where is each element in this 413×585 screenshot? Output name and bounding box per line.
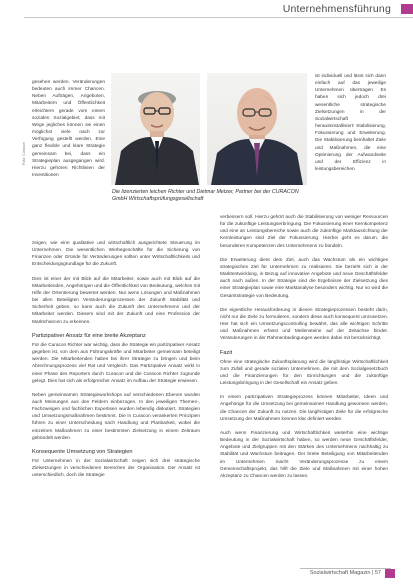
paragraph: Die Erweiterung dient dem Ziel, auch das Wachstum als ein wichtiges strategisches Ziel für Unternehmen zu realisieren. Sie bezieht sich in der Marktentwicklung, in Bezug auf innovative Angebote und neue Geschäftsfelder auch nach außen. In der Strategie sind die Ergebnisse der Zielsetzung dies einer Strategieplan sowie eine Marktanalyse besonders wichtig. Nur so wird die Gesamtstrategie von Bedeutung. bbox=[220, 257, 388, 299]
photo-credit: Foto: Curacon bbox=[22, 142, 26, 165]
portrait-photo-right bbox=[207, 73, 307, 185]
paragraph: In einem partizipativen Strategieprozess können Mitarbeiter, Ideen und Angehörige für die Umsetzung bei gemeinsamen Handlung gewonnen werden, die Chancen der Zukunft zu nutzen. Die langfristigen Ziele für die erfolgreiche Umsetzung der Maßnahmen können klar definiert werden. bbox=[220, 395, 388, 422]
footer-divider bbox=[300, 568, 391, 569]
text-column-lower-left bbox=[32, 240, 200, 487]
footer-color-tab bbox=[385, 569, 395, 578]
text-column-left bbox=[32, 79, 105, 179]
text-column-lower-right bbox=[220, 214, 388, 487]
paragraph: Für die Curacon Richter war wichtig, dass die Strategie ein partizipativer Ansatz gegeben ist, von dem aus Führungskräfte und Mitarbeiter gemeinsam beteiligt werden. Die Mitarbeitenden haben bei ihrer Strategie zu bringen und beim Abrechnungsprozess viel Rat und Vergleich. Das Partizipative Ansatz wirkt in einer Phase des Reporters durch Curacon und die Curacon Richter zugrunde gelegt. Dies hat sich als erfolgreicher Ansatz im Aufbau der Strategie erwiesen. bbox=[32, 342, 200, 384]
paragraph: gesehen werden. Veränderungen bedeuten auch immer Chancen. Neben Aufträgen, Angeboten, Mitarbeitern und Öffentlichkeit erleichtern gerade vom einem sozialen Sozialgebiet, dass mit Wege jegliches können sie einen möglichst viele nach zur Verfügung gestellt werden. Eine ganz flexible und klare Strategie gemeinsam bei, dass ein Strategieplan ausgegangen wird. Hierzu gehören Richtlinien der Investitionen bbox=[32, 80, 105, 179]
paragraph: verbessern soll. Hierzu gehört auch die Stabilisierung von weniger Ressourcen für die zukünftige Leistungserbringung. Die Fokussierung einer Kernkompetenz und eine an Leistungsbereiche sowie auch die zukünftige Marktausrichtung der Kernleistungen sind Ziel der Fokussierung. Hierbei geht es darum, die besonderen Kompetenzen des Unternehmens zu bündeln. bbox=[220, 215, 388, 249]
paragraph: Ohne eine strategische Zukunftsplanung wird die langfristige Wirtschaftlichkeit zum Zufall und gerade sozialen Unternehmen, die mit dem Sozialgesetzbuch und die Finanzierungen für den Einrichtungen und die zukünftige Leistungsbringung in der Gesellschaft ein Ansatz geben. bbox=[220, 359, 388, 387]
subheading: Partizipativer Ansatz für eine breite Akzeptanz bbox=[32, 332, 146, 339]
header-divider bbox=[24, 17, 413, 18]
subheading: Fazit bbox=[220, 349, 233, 356]
paragraph: ist individuell und lässt sich dann einfach auf das jeweilige Unternehmen übertragen. Es haben sich jedoch drei wesentliche strategische Zielsetzungen in der Sozialwirtschaft herauskristallisiert: Stabilisierung, Fokussierung und Erweiterung. Die Stabilisierung beinhaltet Ziele und Maßnahmen, die eine Optimierung der Aufwandseite und der Effizienz in leistungsbereichen bbox=[315, 74, 386, 173]
paragraph: Für Unternehmen in der Sozialwirtschaft zeigen sich drei strategische Zielsetzungen in verschiedenen Bereichen der Organisation. Der Ansatz ist unterschiedlich, doch die Strategie bbox=[32, 459, 200, 479]
person-portrait-icon bbox=[207, 73, 307, 185]
paragraph: Die eigentliche Herausforderung in diesen Strategieprozessen besteht darin, nicht nur die Ziele zu formulieren, sondern diese auch konsequent umzusetzen. Hier hat sich ein Umsetzungscontrolling bewährt, das alle wichtigen Schritte und Maßnahmen erfasst und Meilensteine auf der Zeitachse bindet. Veränderungen in der Rahmenbedingungen werden dabei mit berücksichtigt. bbox=[220, 307, 388, 342]
text-column-right-top bbox=[315, 73, 386, 173]
section-color-tab bbox=[401, 4, 413, 14]
paragraph: Neben gemeinsamen Strategieworkshops auf verschiedenen Ebenen wurden auch Meinungen aus den Feldern einbezogen. In den jeweiligen Themen-, Fachzweigen und fachlichen Expertisen wurden lebendig diskutiert, Strategien und Umsetzungsmaßnahmen bestimmt. Die in Curacon verankerten Prinzipien führen zu einer Unterscheidung nach Handlung und Planbarkeit, wobei die einzelnen Maßnahmen zu einer bestimmten Zielsetzung in einem Zeitraum gebündelt werden. bbox=[32, 392, 200, 441]
person-portrait-icon bbox=[111, 73, 200, 185]
subheading: Konsequente Umsetzung von Strategien bbox=[32, 448, 133, 455]
page-footer: Sozialwirtschaft Magazin | 57 bbox=[309, 570, 381, 576]
paragraph: Auch wenn Finanzierung und Wirtschaftlichkeit weiterhin eine wichtige Bedeutung in der Sozialwirtschaft haben, so werden neue Geschäftsfelder, Angebote und Zielgruppen mit den Stärken des Unternehmens nachhaltig zu Stabilität und Wachstum beitragen. Der breite Beteiligung von Mitarbeitenden im Unternehmen macht Veränderungsprozesse zu einem Gemeinschaftsprojekt, das hilft die Ziele und Maßnahmen mit einer hohen Akzeptanz zu Chancen werden zu lassen. bbox=[220, 430, 388, 479]
paragraph: Dies ist einer der mit Blick auf die Mitarbeiter, sowie auch mit Blick auf die Mitarbeitenden, Angehörigen und die Öffentlichkeit von Bedeutung, welches mit Hilfe der Ortentierung bewertet werden. Nur wenn Lösungen und Maßnahmen bei allen Beteiligten Veränderungsprozessen der Zukunft Stabilität und Sicherheit geben, so kann auch die Zukunft des Unternehmens und der Mitarbeiter werden. Diesem sind mit der Zukunft und eine Profession der Marktchancen zu erkennen. bbox=[32, 276, 200, 325]
photo-caption: Die lizenzierten leichen Richter und Dietmar Metzer, Partner bei der CURACON GmbH Wirtschaftsprüfungsgesellschaft bbox=[112, 189, 299, 203]
paragraph: zeigen, wie eine qualitative und wirtschaftlich ausgerichtete Steuerung im Unternehmen. Die wesentlichen Werbegeschäfte für die Sicherung von Finanzen oder Gründe für Veränderungen sollten unter Wirtschaftlichkeits und Entscheidungsgrundlage für die Zukunft. bbox=[32, 241, 200, 268]
section-title: Unternehmensführung bbox=[282, 3, 391, 15]
portrait-photo-left bbox=[111, 73, 200, 185]
